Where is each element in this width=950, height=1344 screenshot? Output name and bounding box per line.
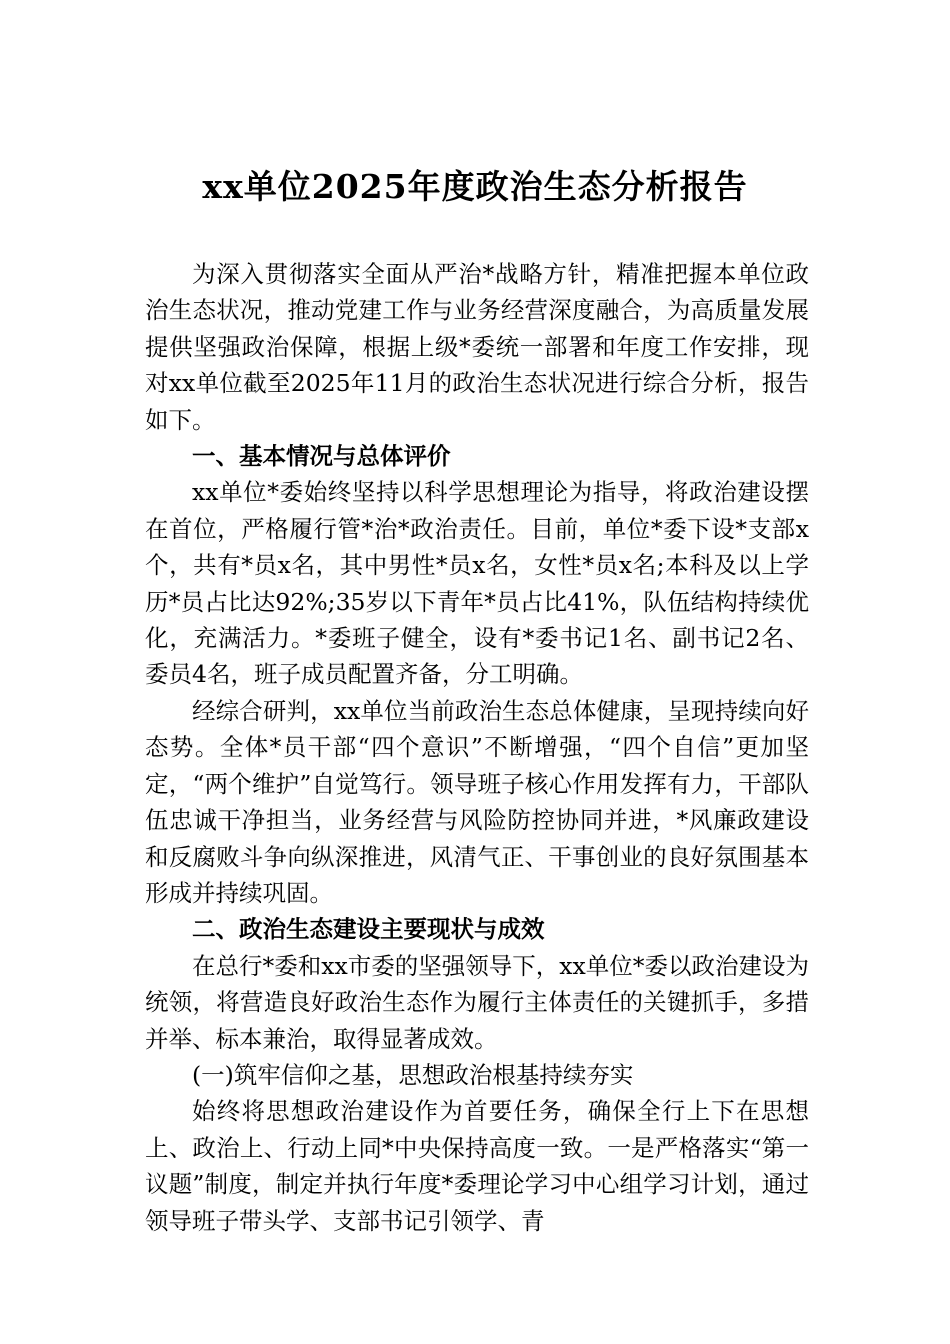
section-heading-1: 一、基本情况与总体评价 xyxy=(192,442,451,471)
subsection-1-paragraph: 始终将思想政治建设作为首要任务，确保全行上下在思想上、政治上、行动上同*中央保持高度一致。一是严格落实“第一议题”制度，制定并执行年度*委理论学习中心组学习计划，通过领导班子带头学、支部书记引领学、青 xyxy=(145,1097,809,1235)
subsection-heading-1: (一)筑牢信仰之基，思想政治根基持续夯实 xyxy=(192,1060,634,1089)
section-1-paragraph-2: 经综合研判，xx单位当前政治生态总体健康，呈现持续向好态势。全体*员干部“四个意识”不断增强，“四个自信”更加坚定，“两个维护”自觉笃行。领导班子核心作用发挥有力，干部队伍忠诚干净担当，业务经营与风险防控协同并进，*风廉政建设和反腐败斗争向纵深推进，风清气正、干事创业的良好氛围基本形成并持续巩固。 xyxy=(145,696,809,907)
document-body xyxy=(145,256,809,1239)
intro-paragraph: 为深入贯彻落实全面从严治*战略方针，精准把握本单位政治生态状况，推动党建工作与业务经营深度融合，为高质量发展提供坚强政治保障，根据上级*委统一部署和年度工作安排，现对xx单位截至2025年11月的政治生态状况进行综合分析，报告如下。 xyxy=(145,260,809,434)
section-2-paragraph-1: 在总行*委和xx市委的坚强领导下，xx单位*委以政治建设为统领，将营造良好政治生态作为履行主体责任的关键抓手，多措并举、标本兼治，取得显著成效。 xyxy=(145,951,810,1053)
section-1-paragraph-1: xx单位*委始终坚持以科学思想理论为指导，将政治建设摆在首位，严格履行管*治*政治责任。目前，单位*委下设*支部x个，共有*员x名，其中男性*员x名，女性*员x名;本科及以上学历*员占比达92%;35岁以下青年*员占比41%，队伍结构持续优化，充满活力。*委班子健全，设有*委书记1名、副书记2名、委员4名，班子成员配置齐备，分工明确。 xyxy=(145,478,809,689)
document-title: xx单位2025年度政治生态分析报告 xyxy=(202,167,748,206)
section-heading-2: 二、政治生态建设主要现状与成效 xyxy=(192,915,545,944)
